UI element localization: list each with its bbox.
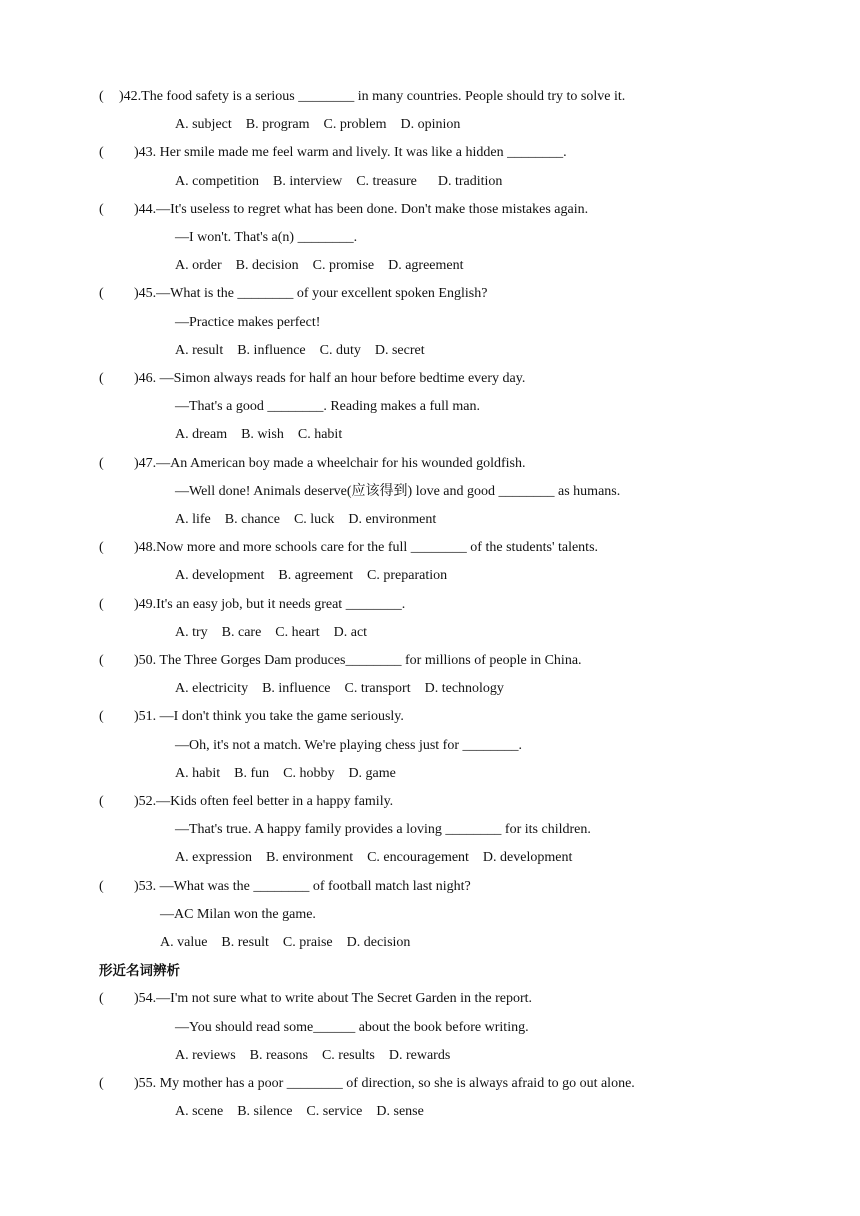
options-text: A. competition B. interview C. treasure D. tradition <box>175 173 503 189</box>
answer-options <box>0 933 860 961</box>
question-item <box>0 792 860 820</box>
dialogue-line <box>0 397 860 425</box>
dialogue-line <box>0 482 860 510</box>
question-item <box>0 143 860 171</box>
options-text: A. development B. agreement C. preparation <box>175 568 448 584</box>
options-text: A. electricity B. influence C. transport D. technology <box>175 681 504 697</box>
answer-options <box>0 1102 860 1130</box>
options-text: A. habit B. fun C. hobby D. game <box>175 765 396 781</box>
question-stem: )51. —I don't think you take the game seriously. <box>134 709 404 725</box>
options-text: A. expression B. environment C. encouragement D. development <box>175 850 573 866</box>
question-item <box>0 651 860 679</box>
answer-options <box>0 623 860 651</box>
answer-options <box>0 341 860 369</box>
answer-bracket: ( <box>99 455 104 471</box>
options-text: A. dream B. wish C. habit <box>175 427 343 443</box>
question-item <box>0 595 860 623</box>
options-text: A. value B. result C. praise D. decision <box>160 935 411 950</box>
answer-options <box>0 848 860 876</box>
dialogue-text: —That's true. A happy family provides a loving ________ for its children. <box>175 822 591 838</box>
answer-bracket: ( <box>99 709 104 725</box>
options-text: A. order B. decision C. promise D. agreement <box>175 258 464 274</box>
question-stem: )42.The food safety is a serious ________ in many countries. People should try to solve it. <box>119 89 626 104</box>
question-stem: )47.—An American boy made a wheelchair for his wounded goldfish. <box>134 455 526 471</box>
question-stem: )54.—I'm not sure what to write about The Secret Garden in the report. <box>134 991 533 1007</box>
question-item <box>0 877 860 905</box>
question-item <box>0 1074 860 1102</box>
question-stem: )45.—What is the ________ of your excellent spoken English? <box>134 286 488 302</box>
dialogue-text: —AC Milan won the game. <box>160 906 316 922</box>
dialogue-text: —Oh, it's not a match. We're playing chess just for ________. <box>175 737 522 753</box>
answer-bracket: ( <box>99 1076 104 1091</box>
dialogue-text: —That's a good ________. Reading makes a full man. <box>175 399 481 415</box>
question-item <box>0 707 860 735</box>
dialogue-text: —I won't. That's a(n) ________. <box>175 230 358 245</box>
question-item <box>0 454 860 482</box>
question-stem: )48.Now more and more schools care for the full ________ of the students' talents. <box>134 540 599 556</box>
answer-options <box>0 1046 860 1074</box>
answer-bracket: ( <box>99 596 104 612</box>
question-item <box>0 200 860 228</box>
question-item <box>0 87 860 115</box>
answer-options <box>0 510 860 538</box>
dialogue-text: —You should read some______ about the book before writing. <box>175 1019 529 1035</box>
question-stem: )52.—Kids often feel better in a happy family. <box>134 794 394 809</box>
question-stem: )44.—It's useless to regret what has been done. Don't make those mistakes again. <box>134 201 589 217</box>
answer-options <box>0 256 860 284</box>
answer-bracket: ( <box>99 991 104 1007</box>
answer-bracket: ( <box>99 540 104 556</box>
question-stem: )53. —What was the ________ of football match last night? <box>134 878 471 894</box>
answer-bracket: ( <box>99 794 104 809</box>
answer-bracket: ( <box>99 145 104 161</box>
answer-bracket: ( <box>99 653 104 668</box>
options-text: A. try B. care C. heart D. act <box>175 624 368 640</box>
answer-options <box>0 425 860 453</box>
answer-bracket: ( <box>99 878 104 894</box>
answer-options <box>0 115 860 143</box>
question-stem: )50. The Three Gorges Dam produces________ for millions of people in China. <box>134 653 582 668</box>
dialogue-line <box>0 313 860 341</box>
answer-options <box>0 764 860 792</box>
dialogue-line <box>0 1018 860 1046</box>
question-item <box>0 369 860 397</box>
options-text: A. result B. influence C. duty D. secret <box>175 342 425 358</box>
question-stem: )49.It's an easy job, but it needs great ________. <box>134 596 406 612</box>
question-item <box>0 989 860 1017</box>
dialogue-line <box>0 736 860 764</box>
section-heading: 形近名词辨析 <box>99 963 180 980</box>
dialogue-line <box>0 228 860 256</box>
answer-bracket: ( <box>99 201 104 217</box>
answer-bracket: ( <box>99 371 104 386</box>
question-item <box>0 538 860 566</box>
question-stem: )55. My mother has a poor ________ of direction, so she is always afraid to go out alone. <box>134 1076 635 1091</box>
answer-options <box>0 679 860 707</box>
options-text: A. life B. chance C. luck D. environment <box>175 512 437 527</box>
answer-bracket: ( <box>99 286 104 302</box>
options-text: A. subject B. program C. problem D. opinion <box>175 117 461 133</box>
dialogue-text: —Practice makes perfect! <box>175 314 321 330</box>
dialogue-line <box>0 905 860 933</box>
dialogue-text: —Well done! Animals deserve(应该得到) love and good ________ as humans. <box>175 483 621 499</box>
options-text: A. reviews B. reasons C. results D. rewards <box>175 1047 451 1063</box>
options-text: A. scene B. silence C. service D. sense <box>175 1104 424 1120</box>
question-item <box>0 284 860 312</box>
answer-options <box>0 172 860 200</box>
dialogue-line <box>0 820 860 848</box>
answer-bracket: ( <box>99 89 104 104</box>
question-stem: )46. —Simon always reads for half an hour before bedtime every day. <box>134 371 526 386</box>
question-stem: )43. Her smile made me feel warm and lively. It was like a hidden ________. <box>134 145 567 161</box>
answer-options <box>0 566 860 594</box>
